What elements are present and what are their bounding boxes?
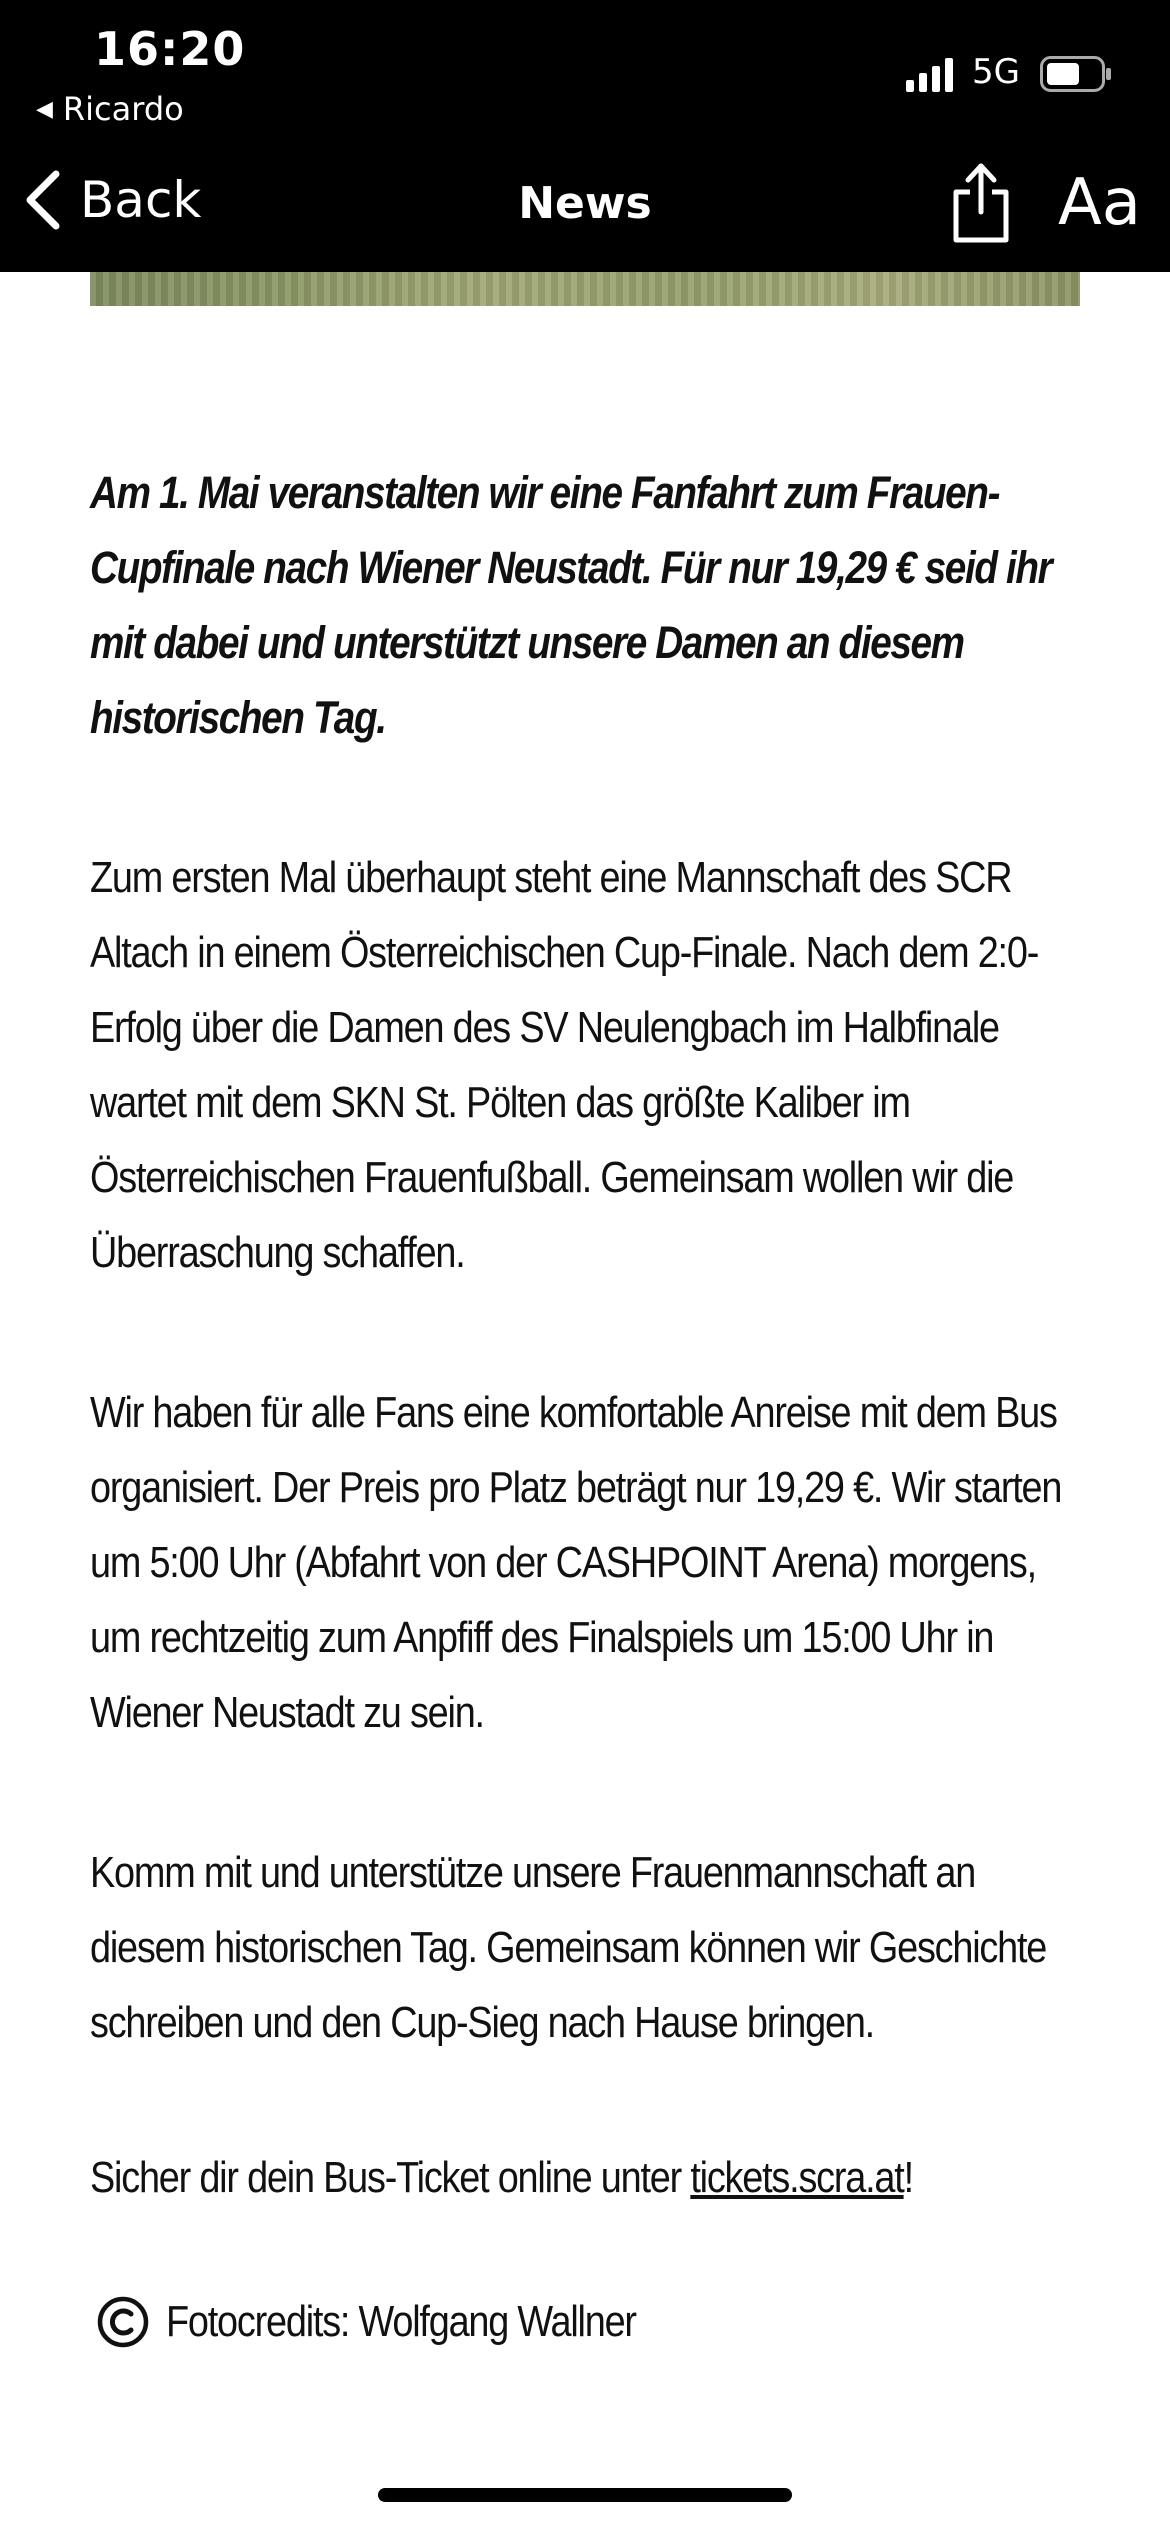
battery-icon <box>1040 56 1112 92</box>
article-lead: Am 1. Mai veranstalten wir eine Fanfahrt zum Frauen-Cupfinale nach Wiener Neustadt. Für nur 19,29 € seid ihr mit dabei und unterstützt unsere Damen an diesem historischen Tag. <box>90 467 1052 743</box>
cta-text: Sicher dir dein Bus-Ticket online unter <box>90 2153 691 2202</box>
tickets-link[interactable]: tickets.scra.at <box>690 2153 904 2202</box>
network-type: 5G <box>972 52 1020 92</box>
ticket-cta <box>90 2140 1080 2215</box>
home-indicator[interactable] <box>378 2488 792 2502</box>
back-triangle-icon: ◀ <box>36 96 53 122</box>
credits-text: Fotocredits: Wolfgang Wallner <box>166 2297 636 2346</box>
copyright-icon <box>96 2295 150 2349</box>
back-label: Back <box>80 171 202 229</box>
top-bar <box>0 0 1170 272</box>
hero-image <box>90 272 1080 306</box>
text-size-button[interactable]: Aa <box>1058 166 1141 240</box>
back-to-app-label: Ricardo <box>62 90 184 128</box>
article-paragraph: Zum ersten Mal überhaupt steht eine Mannschaft des SCR Altach in einem Österreichischen Cup-Finale. Nach dem 2:0-Erfolg über die Damen des SV Neulengbach im Halbfinale wartet mit dem SKN St. Pölten das größte Kaliber im Österreichischen Frauenfußball. Gemeinsam wollen wir die Überraschung schaffen. <box>90 853 1039 1277</box>
signal-icon <box>906 58 956 92</box>
article-paragraph: Komm mit und unterstütze unsere Frauenmannschaft an diesem historischen Tag. Gemeinsam können wir Geschichte schreiben und den Cup-Sieg nach Hause bringen. <box>90 1848 1047 2047</box>
back-to-app-button[interactable] <box>36 90 184 128</box>
share-icon[interactable] <box>948 160 1014 246</box>
article-body <box>90 455 1080 2346</box>
status-time: 16:20 <box>94 22 246 76</box>
photo-credits <box>96 2295 712 2349</box>
page-title: News <box>518 178 652 229</box>
cta-suffix: ! <box>903 2153 913 2202</box>
article-paragraph: Wir haben für alle Fans eine komfortable Anreise mit dem Bus organisiert. Der Preis pro Platz beträgt nur 19,29 €. Wir starten um 5:00 Uhr (Abfahrt von der CASHPOINT Arena) morgens, um rechtzeitig zum Anpfiff des Finalspiels um 15:00 Uhr in Wiener Neustadt zu sein. <box>90 1388 1062 1737</box>
